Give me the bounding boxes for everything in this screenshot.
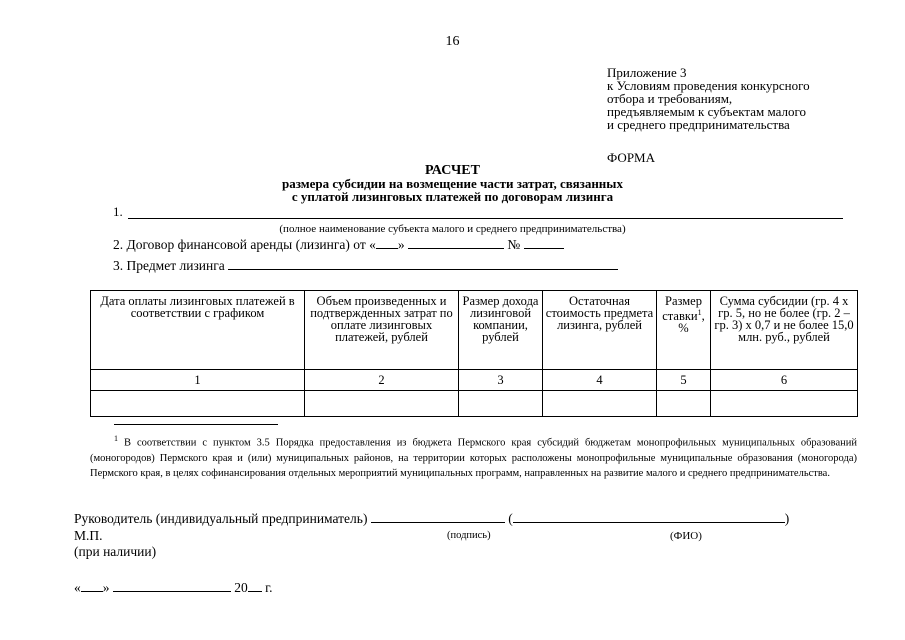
signature-hint: (подпись) <box>447 530 491 541</box>
table-header-cell: Объем произведенных и подтвержденных затрат по оплате лизинговых платежей, рублей <box>305 291 459 370</box>
document-subtitle-line-1: размера субсидии на возмещение части затрат, связанных <box>282 176 623 191</box>
fio-blank[interactable] <box>513 511 785 523</box>
form-label: ФОРМА <box>607 150 655 165</box>
stamp-if-any: (при наличии) <box>74 544 157 559</box>
column-number: 5 <box>657 370 711 391</box>
table-cell[interactable] <box>657 391 711 417</box>
field-3-blank[interactable] <box>228 258 618 270</box>
column-number: 6 <box>711 370 858 391</box>
calculation-table <box>90 290 858 417</box>
table-cell[interactable] <box>711 391 858 417</box>
appendix-line: к Условиям проведения конкурсного <box>607 78 810 93</box>
date-day-blank[interactable] <box>81 580 103 592</box>
date-year-prefix: 20 <box>234 580 248 595</box>
table-header-row <box>91 291 858 370</box>
field-3-subject <box>113 258 618 274</box>
column-number: 1 <box>91 370 305 391</box>
appendix-line: и среднего предпринимательства <box>607 117 790 132</box>
appendix-line: отбора и требованиям, <box>607 91 733 106</box>
document-title: РАСЧЕТ <box>425 163 480 178</box>
date-open-quote: « <box>74 580 81 595</box>
table-header-cell: Дата оплаты лизинговых платежей в соответствии с графиком <box>91 291 305 370</box>
footnote-marker: 1 <box>114 434 118 443</box>
table-row-column-numbers <box>91 370 858 391</box>
date-line <box>74 580 273 596</box>
field-2-number-blank[interactable] <box>524 237 564 249</box>
field-2-number-label: № <box>507 237 521 252</box>
appendix-line: предъявляемым к субъектам малого <box>607 104 807 119</box>
table-header-cell: Размер дохода лизинговой компании, рублей <box>459 291 543 370</box>
field-2-label-mid: » <box>397 237 405 252</box>
appendix-line: Приложение 3 <box>607 65 687 80</box>
column-number: 3 <box>459 370 543 391</box>
footnote-text: В соответствии с пунктом 3.5 Порядка предоставления из бюджета Пермского края субсидий бюджетам монопрофильных муниципальных образований (моногородов) Пермского края и (или) муниципальных районов, на территории которых расположены монопрофильные муниципальные образования (моногорода) Пермского края, в целях софинансирования отдельных мероприятий муниципальных программ, направленных на развитие малого и среднего предпринимательства. <box>90 437 857 479</box>
table-cell[interactable] <box>91 391 305 417</box>
table-header-cell: Сумма субсидии (гр. 4 х гр. 5, но не более (гр. 2 – гр. 3) х 0,7 и не более 15,0 млн. руб., рублей <box>711 291 858 370</box>
rate-unit: , % <box>678 309 705 336</box>
column-number: 2 <box>305 370 459 391</box>
date-close-quote: » <box>102 580 110 595</box>
field-3-label: 3. Предмет лизинга <box>113 258 225 273</box>
field-2-date-blank[interactable] <box>408 237 504 249</box>
field-2-contract <box>113 237 564 253</box>
table-cell[interactable] <box>543 391 657 417</box>
field-2-day-blank[interactable] <box>376 237 398 249</box>
rate-label: Размер ставки <box>662 294 702 324</box>
footnote <box>90 431 857 481</box>
table-header-cell: Остаточная стоимость предмета лизинга, рублей <box>543 291 657 370</box>
fio-hint: (ФИО) <box>670 530 702 542</box>
table-cell[interactable] <box>459 391 543 417</box>
table-cell[interactable] <box>305 391 459 417</box>
field-1-number: 1. <box>113 204 123 219</box>
field-1-input-line[interactable] <box>128 218 843 219</box>
page-number: 16 <box>445 34 460 49</box>
table-row-empty <box>91 391 858 417</box>
signature-line <box>74 511 789 527</box>
rate-footnote-ref: 1 <box>697 308 702 317</box>
field-1-hint: (полное наименование субъекта малого и среднего предпринимательства) <box>279 223 626 235</box>
document-subtitle-line-2: с уплатой лизинговых платежей по договорам лизинга <box>291 189 614 204</box>
date-year-blank[interactable] <box>248 580 262 592</box>
fio-open-paren: ( <box>508 511 513 526</box>
footnote-rule <box>114 424 278 425</box>
table-header-cell-rate <box>657 291 711 370</box>
date-month-blank[interactable] <box>113 580 231 592</box>
stamp-place: М.П. <box>74 528 103 543</box>
signature-blank[interactable] <box>371 511 505 523</box>
column-number: 4 <box>543 370 657 391</box>
fio-close-paren: ) <box>784 511 790 526</box>
field-2-label-prefix: 2. Договор финансовой аренды (лизинга) от « <box>113 237 376 252</box>
signature-label: Руководитель (индивидуальный предприниматель) <box>74 511 368 526</box>
date-year-suffix: г. <box>265 580 273 595</box>
appendix-note <box>607 66 887 131</box>
